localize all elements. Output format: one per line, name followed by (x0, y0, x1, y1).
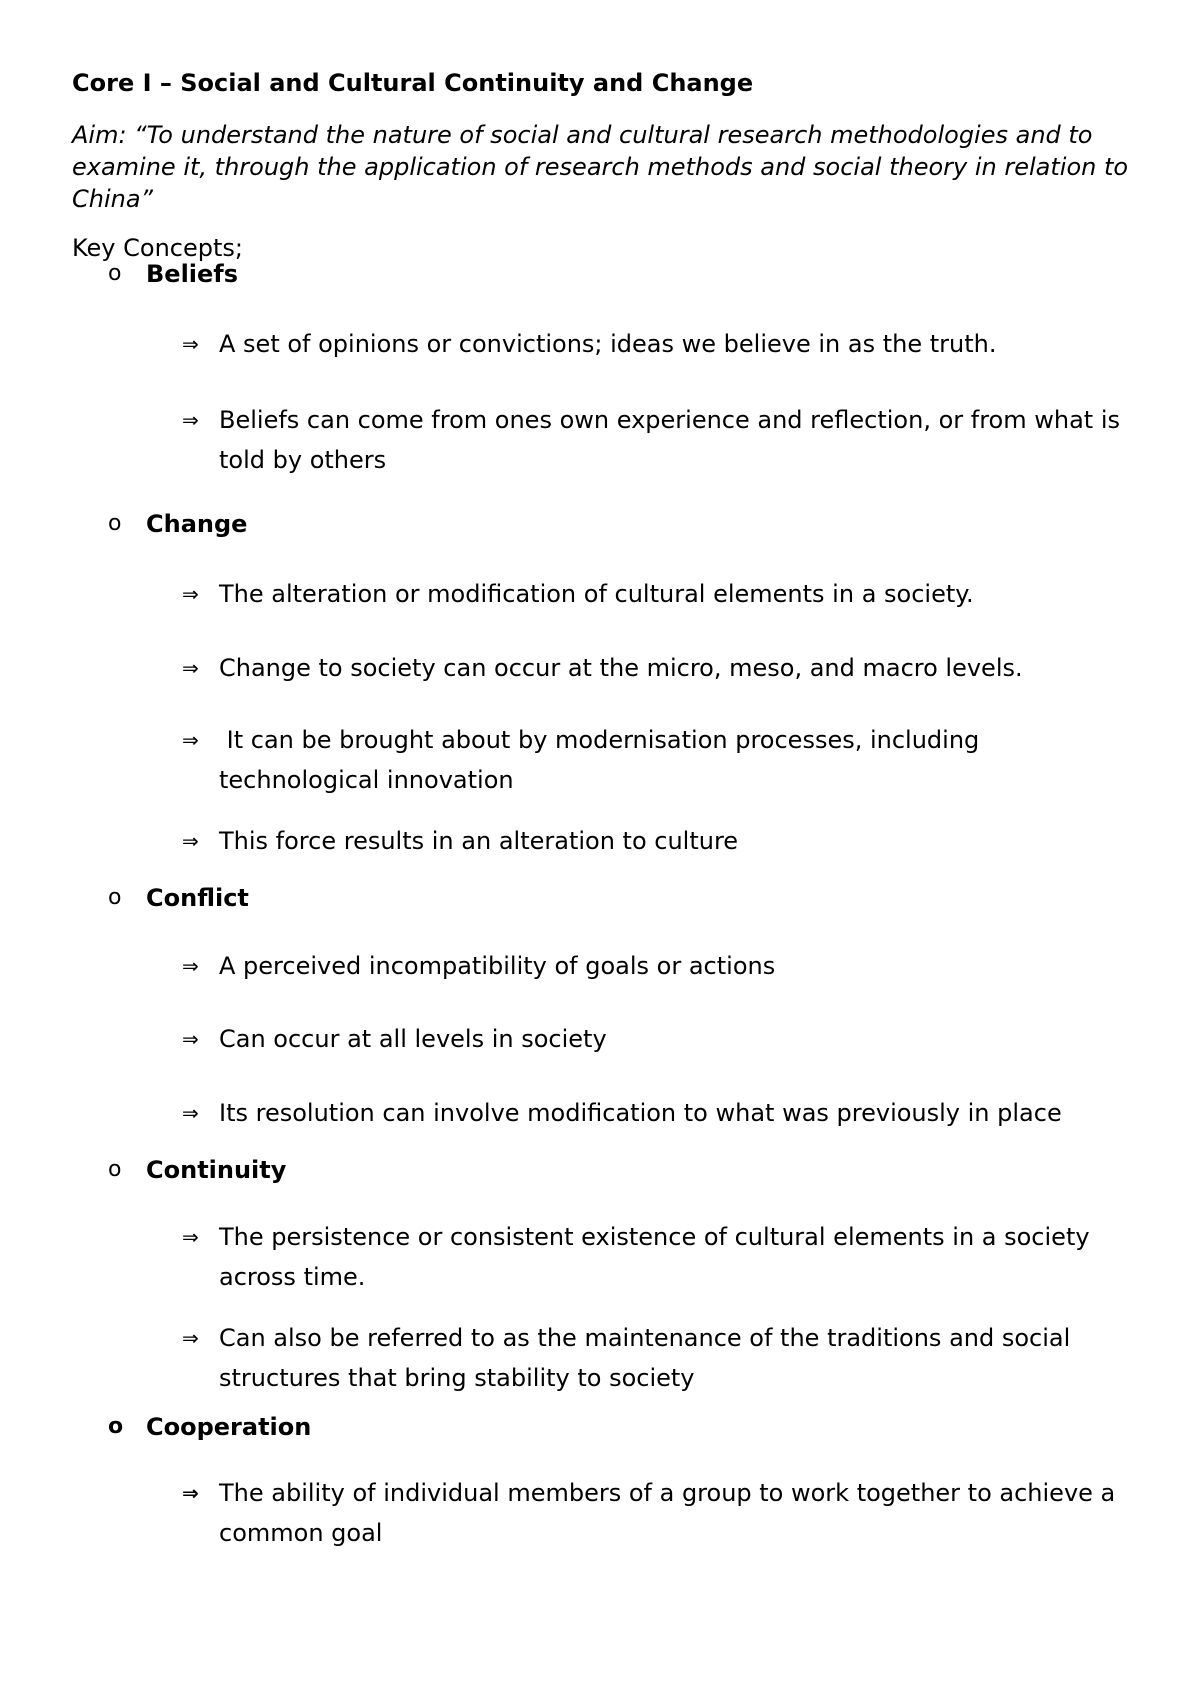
list-item-text: Change to society can occur at the micro, meso, and macro levels. (219, 654, 1023, 682)
list-item-text: A perceived incompatibility of goals or actions (219, 952, 776, 980)
concept-label: Conflict (146, 884, 249, 912)
arrow-icon: ⇒ (182, 954, 199, 978)
list-item (182, 1318, 1142, 1398)
list-item (182, 1093, 1142, 1133)
list-item-text: The ability of individual members of a group to work together to achieve a common goal (219, 1479, 1123, 1547)
arrow-icon: ⇒ (182, 408, 199, 432)
bullet-icon: o (108, 261, 122, 286)
list-item-text: Its resolution can involve modification to what was previously in place (219, 1099, 1062, 1127)
list-item-text: Can occur at all levels in society (219, 1025, 607, 1053)
list-item-text: A set of opinions or convictions; ideas we believe in as the truth. (219, 330, 997, 358)
concept-label: Beliefs (146, 260, 239, 288)
arrow-icon: ⇒ (182, 829, 199, 853)
bullet-icon: o (108, 1414, 124, 1439)
key-concepts-label: Key Concepts; (72, 234, 243, 262)
aim-statement: Aim: “To understand the nature of social and cultural research methodologies and to examine it, through the application of research methods and social theory in relation to China” (72, 121, 1129, 213)
bullet-icon: o (108, 511, 122, 536)
arrow-icon: ⇒ (182, 728, 199, 752)
concept-label: Change (146, 510, 248, 538)
list-item-text: It can be brought about by modernisation processes, including technological innovation (219, 726, 987, 794)
list-item (182, 1473, 1142, 1553)
list-item (182, 324, 1142, 364)
list-item (182, 821, 1142, 861)
list-item-text: The alteration or modification of cultural elements in a society. (219, 580, 974, 608)
list-item (182, 574, 1142, 614)
concept-label: Continuity (146, 1156, 287, 1184)
list-item (182, 1019, 1142, 1059)
list-item (182, 400, 1142, 480)
concept-label: Cooperation (146, 1413, 312, 1441)
list-item-text: Beliefs can come from ones own experience and reflection, or from what is told by others (219, 406, 1128, 474)
arrow-icon: ⇒ (182, 1225, 199, 1249)
arrow-icon: ⇒ (182, 1027, 199, 1051)
bullet-icon: o (108, 885, 122, 910)
arrow-icon: ⇒ (182, 656, 199, 680)
list-item-text: Can also be referred to as the maintenance of the traditions and social structures that bring stability to society (219, 1324, 1078, 1392)
arrow-icon: ⇒ (182, 1326, 199, 1350)
arrow-icon: ⇒ (182, 1481, 199, 1505)
arrow-icon: ⇒ (182, 1101, 199, 1125)
document-title: Core I – Social and Cultural Continuity and Change (72, 69, 754, 97)
arrow-icon: ⇒ (182, 582, 199, 606)
list-item-text: The persistence or consistent existence of cultural elements in a society across time. (219, 1223, 1098, 1291)
list-item-text: This force results in an alteration to culture (219, 827, 739, 855)
list-item (182, 648, 1142, 688)
list-item (182, 1217, 1142, 1297)
list-item (182, 720, 1142, 800)
bullet-icon: o (108, 1157, 122, 1182)
arrow-icon: ⇒ (182, 332, 199, 356)
list-item (182, 946, 1142, 986)
